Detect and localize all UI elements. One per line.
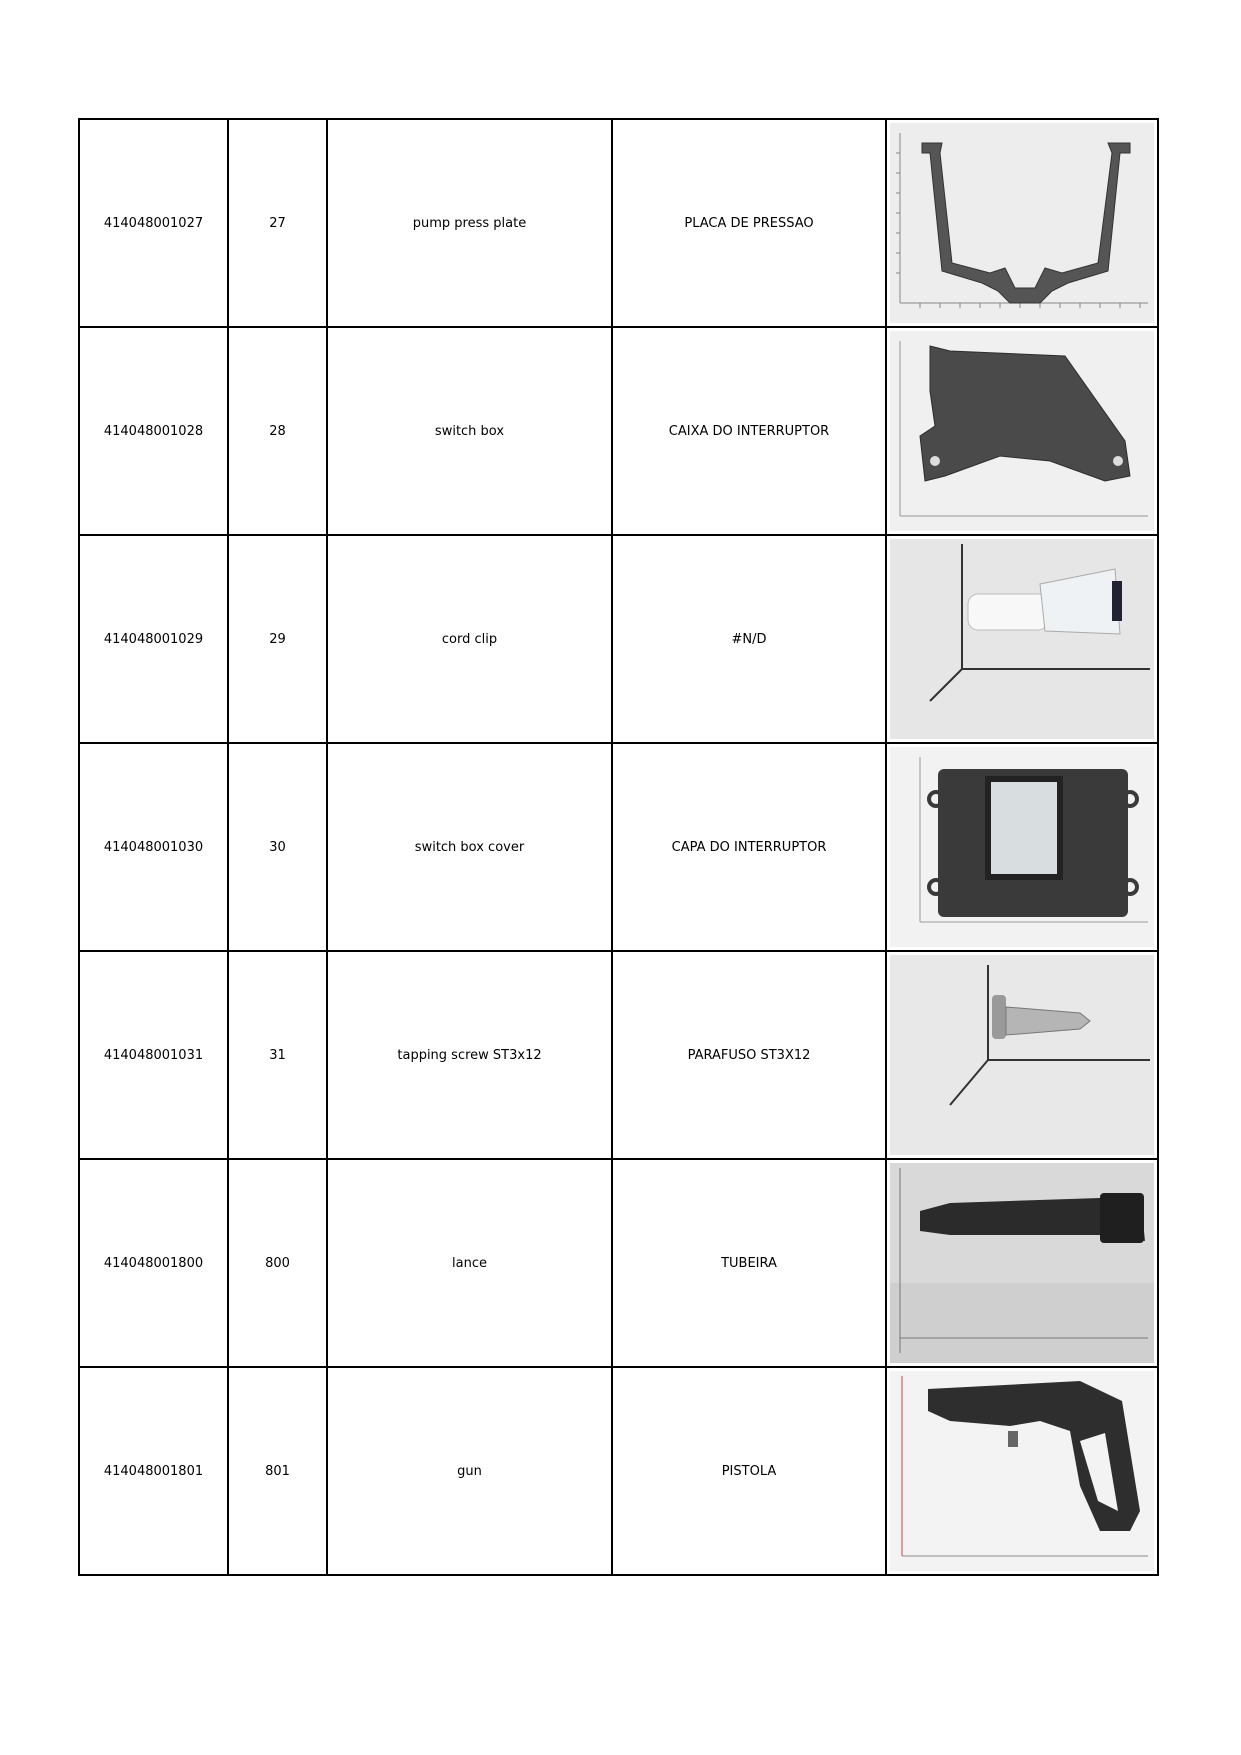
- part-image-cell: [886, 743, 1158, 951]
- table-row: [79, 327, 1158, 535]
- part-image-cell: [886, 327, 1158, 535]
- cord-clip-photo: [890, 539, 1154, 739]
- part-description-en: tapping screw ST3x12: [327, 951, 612, 1159]
- part-description-pt: PARAFUSO ST3X12: [612, 951, 886, 1159]
- part-description-en: cord clip: [327, 535, 612, 743]
- part-ref: 29: [228, 535, 327, 743]
- part-description-en: lance: [327, 1159, 612, 1367]
- part-ref: 801: [228, 1367, 327, 1575]
- gun-photo: [890, 1371, 1154, 1571]
- part-description-pt: CAPA DO INTERRUPTOR: [612, 743, 886, 951]
- part-code: 414048001030: [79, 743, 228, 951]
- part-description-en: gun: [327, 1367, 612, 1575]
- table-row: [79, 119, 1158, 327]
- switch-box-photo: [890, 331, 1154, 531]
- part-image-cell: [886, 1159, 1158, 1367]
- part-code: 414048001031: [79, 951, 228, 1159]
- part-ref: 30: [228, 743, 327, 951]
- part-ref: 31: [228, 951, 327, 1159]
- table-row: [79, 1367, 1158, 1575]
- part-ref: 27: [228, 119, 327, 327]
- part-code: 414048001801: [79, 1367, 228, 1575]
- pump-press-plate-photo: [890, 123, 1154, 323]
- lance-photo: [890, 1163, 1154, 1363]
- part-code: 414048001029: [79, 535, 228, 743]
- tapping-screw-photo: [890, 955, 1154, 1155]
- part-ref: 28: [228, 327, 327, 535]
- part-description-pt: CAIXA DO INTERRUPTOR: [612, 327, 886, 535]
- parts-table: [78, 118, 1159, 1576]
- switch-box-cover-photo: [890, 747, 1154, 947]
- part-description-en: switch box: [327, 327, 612, 535]
- part-image-cell: [886, 1367, 1158, 1575]
- table-row: [79, 1159, 1158, 1367]
- part-image-cell: [886, 119, 1158, 327]
- table-row: [79, 951, 1158, 1159]
- part-image-cell: [886, 535, 1158, 743]
- part-description-pt: PLACA DE PRESSAO: [612, 119, 886, 327]
- part-ref: 800: [228, 1159, 327, 1367]
- part-description-en: pump press plate: [327, 119, 612, 327]
- part-code: 414048001028: [79, 327, 228, 535]
- part-code: 414048001800: [79, 1159, 228, 1367]
- part-description-pt: #N/D: [612, 535, 886, 743]
- part-description-en: switch box cover: [327, 743, 612, 951]
- table-row: [79, 743, 1158, 951]
- part-code: 414048001027: [79, 119, 228, 327]
- part-description-pt: PISTOLA: [612, 1367, 886, 1575]
- part-image-cell: [886, 951, 1158, 1159]
- part-description-pt: TUBEIRA: [612, 1159, 886, 1367]
- table-row: [79, 535, 1158, 743]
